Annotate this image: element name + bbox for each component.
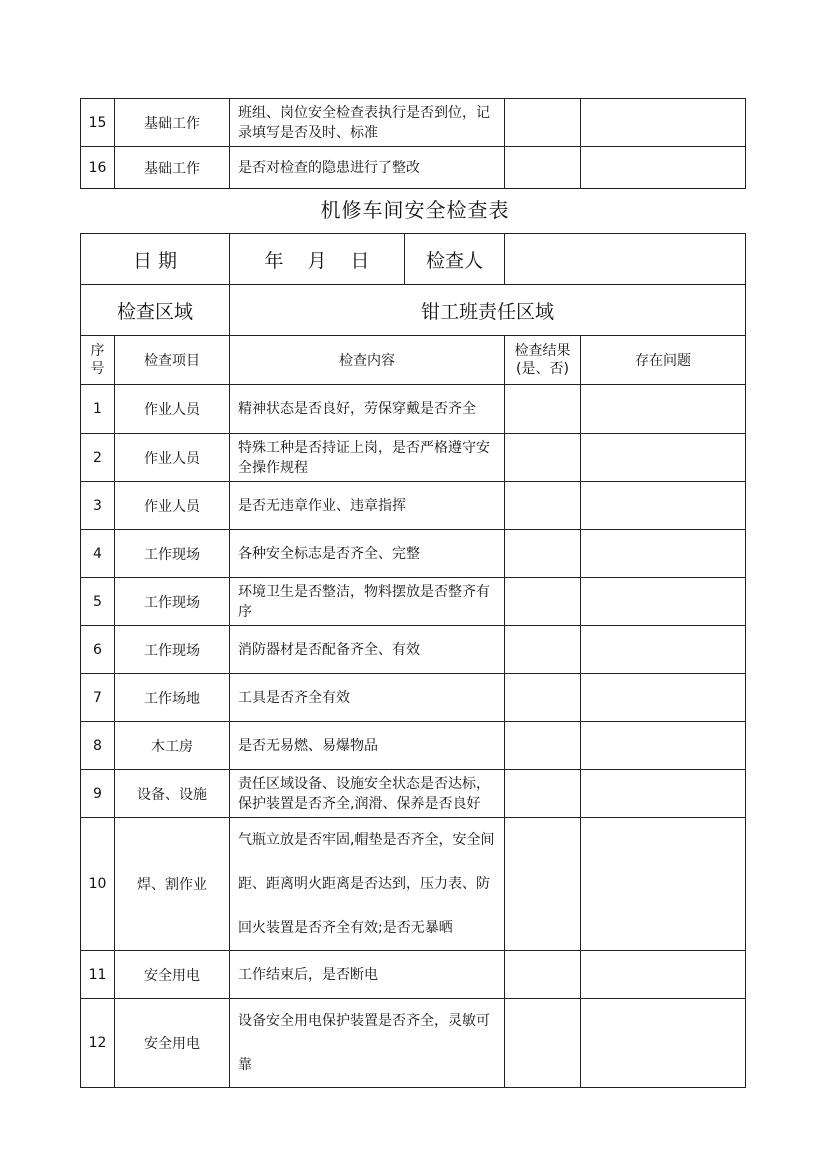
check-item: 基础工作 bbox=[115, 99, 230, 147]
table-row bbox=[81, 999, 746, 1088]
check-content: 各种安全标志是否齐全、完整 bbox=[230, 530, 505, 578]
result-cell[interactable] bbox=[505, 818, 581, 951]
check-item: 设备、设施 bbox=[115, 770, 230, 818]
check-item: 作业人员 bbox=[115, 434, 230, 482]
check-content: 是否无易燃、易爆物品 bbox=[230, 722, 505, 770]
problem-cell[interactable] bbox=[581, 770, 746, 818]
area-value: 钳工班责任区域 bbox=[230, 285, 746, 336]
result-cell[interactable] bbox=[505, 578, 581, 626]
area-row bbox=[81, 285, 746, 336]
inspection-form bbox=[80, 233, 746, 1088]
check-item: 作业人员 bbox=[115, 385, 230, 434]
table-row bbox=[81, 434, 746, 482]
header-row bbox=[81, 336, 746, 385]
result-cell[interactable] bbox=[505, 434, 581, 482]
result-cell[interactable] bbox=[505, 530, 581, 578]
header-no: 序号 bbox=[81, 336, 115, 385]
check-item: 工作现场 bbox=[115, 578, 230, 626]
check-content: 气瓶立放是否牢固,帽垫是否齐全，安全间距、距离明火距离是否达到，压力表、防回火装置是否齐全有效;是否无暴晒 bbox=[230, 818, 505, 951]
result-cell[interactable] bbox=[505, 951, 581, 999]
result-cell[interactable] bbox=[505, 626, 581, 674]
check-item: 工作现场 bbox=[115, 626, 230, 674]
check-content: 特殊工种是否持证上岗，是否严格遵守安全操作规程 bbox=[230, 434, 505, 482]
problem-cell[interactable] bbox=[581, 99, 746, 147]
problem-cell[interactable] bbox=[581, 147, 746, 189]
table-row bbox=[81, 674, 746, 722]
result-cell[interactable] bbox=[505, 722, 581, 770]
row-number: 2 bbox=[81, 434, 115, 482]
result-cell[interactable] bbox=[505, 674, 581, 722]
date-label: 日 期 bbox=[81, 234, 230, 285]
header-content: 检查内容 bbox=[230, 336, 505, 385]
continuation-table bbox=[80, 98, 746, 189]
check-item: 安全用电 bbox=[115, 951, 230, 999]
result-cell[interactable] bbox=[505, 482, 581, 530]
check-content: 班组、岗位安全检查表执行是否到位，记录填写是否及时、标准 bbox=[230, 99, 505, 147]
check-content: 是否对检查的隐患进行了整改 bbox=[230, 147, 505, 189]
table-row bbox=[81, 578, 746, 626]
table-row bbox=[81, 530, 746, 578]
row-number: 15 bbox=[81, 99, 115, 147]
result-cell[interactable] bbox=[505, 147, 581, 189]
row-number: 11 bbox=[81, 951, 115, 999]
table-row bbox=[81, 951, 746, 999]
inspector-value[interactable] bbox=[505, 234, 746, 285]
table-row bbox=[81, 147, 746, 189]
row-number: 9 bbox=[81, 770, 115, 818]
row-number: 6 bbox=[81, 626, 115, 674]
inspector-label: 检查人 bbox=[405, 234, 505, 285]
header-result: 检查结果(是、否) bbox=[505, 336, 581, 385]
row-number: 5 bbox=[81, 578, 115, 626]
date-value[interactable]: 年 月 日 bbox=[230, 234, 405, 285]
table-row bbox=[81, 626, 746, 674]
problem-cell[interactable] bbox=[581, 530, 746, 578]
table-row bbox=[81, 385, 746, 434]
row-number: 4 bbox=[81, 530, 115, 578]
form-title: 机修车间安全检查表 bbox=[320, 198, 510, 222]
check-item: 作业人员 bbox=[115, 482, 230, 530]
check-item: 基础工作 bbox=[115, 147, 230, 189]
row-number: 12 bbox=[81, 999, 115, 1088]
check-content: 工具是否齐全有效 bbox=[230, 674, 505, 722]
problem-cell[interactable] bbox=[581, 722, 746, 770]
check-content: 工作结束后，是否断电 bbox=[230, 951, 505, 999]
table-row bbox=[81, 722, 746, 770]
check-content: 设备安全用电保护装置是否齐全，灵敏可靠 bbox=[230, 999, 505, 1088]
date-row bbox=[81, 234, 746, 285]
header-problem: 存在问题 bbox=[581, 336, 746, 385]
check-content: 消防器材是否配备齐全、有效 bbox=[230, 626, 505, 674]
table-row bbox=[81, 482, 746, 530]
problem-cell[interactable] bbox=[581, 385, 746, 434]
table-row bbox=[81, 770, 746, 818]
row-number: 1 bbox=[81, 385, 115, 434]
check-item: 安全用电 bbox=[115, 999, 230, 1088]
result-cell[interactable] bbox=[505, 999, 581, 1088]
problem-cell[interactable] bbox=[581, 999, 746, 1088]
row-number: 16 bbox=[81, 147, 115, 189]
check-content: 责任区域设备、设施安全状态是否达标，保护装置是否齐全,润滑、保养是否良好 bbox=[230, 770, 505, 818]
check-item: 工作场地 bbox=[115, 674, 230, 722]
check-item: 木工房 bbox=[115, 722, 230, 770]
row-number: 8 bbox=[81, 722, 115, 770]
result-cell[interactable] bbox=[505, 385, 581, 434]
result-cell[interactable] bbox=[505, 770, 581, 818]
check-content: 是否无违章作业、违章指挥 bbox=[230, 482, 505, 530]
table-row bbox=[81, 99, 746, 147]
problem-cell[interactable] bbox=[581, 578, 746, 626]
table-row bbox=[81, 818, 746, 951]
check-item: 焊、割作业 bbox=[115, 818, 230, 951]
row-number: 3 bbox=[81, 482, 115, 530]
result-cell[interactable] bbox=[505, 99, 581, 147]
area-label: 检查区域 bbox=[81, 285, 230, 336]
row-number: 10 bbox=[81, 818, 115, 951]
check-content: 环境卫生是否整洁，物料摆放是否整齐有序 bbox=[230, 578, 505, 626]
problem-cell[interactable] bbox=[581, 674, 746, 722]
check-content: 精神状态是否良好，劳保穿戴是否齐全 bbox=[230, 385, 505, 434]
problem-cell[interactable] bbox=[581, 818, 746, 951]
problem-cell[interactable] bbox=[581, 434, 746, 482]
problem-cell[interactable] bbox=[581, 482, 746, 530]
problem-cell[interactable] bbox=[581, 626, 746, 674]
header-item: 检查项目 bbox=[115, 336, 230, 385]
row-number: 7 bbox=[81, 674, 115, 722]
check-item: 工作现场 bbox=[115, 530, 230, 578]
problem-cell[interactable] bbox=[581, 951, 746, 999]
